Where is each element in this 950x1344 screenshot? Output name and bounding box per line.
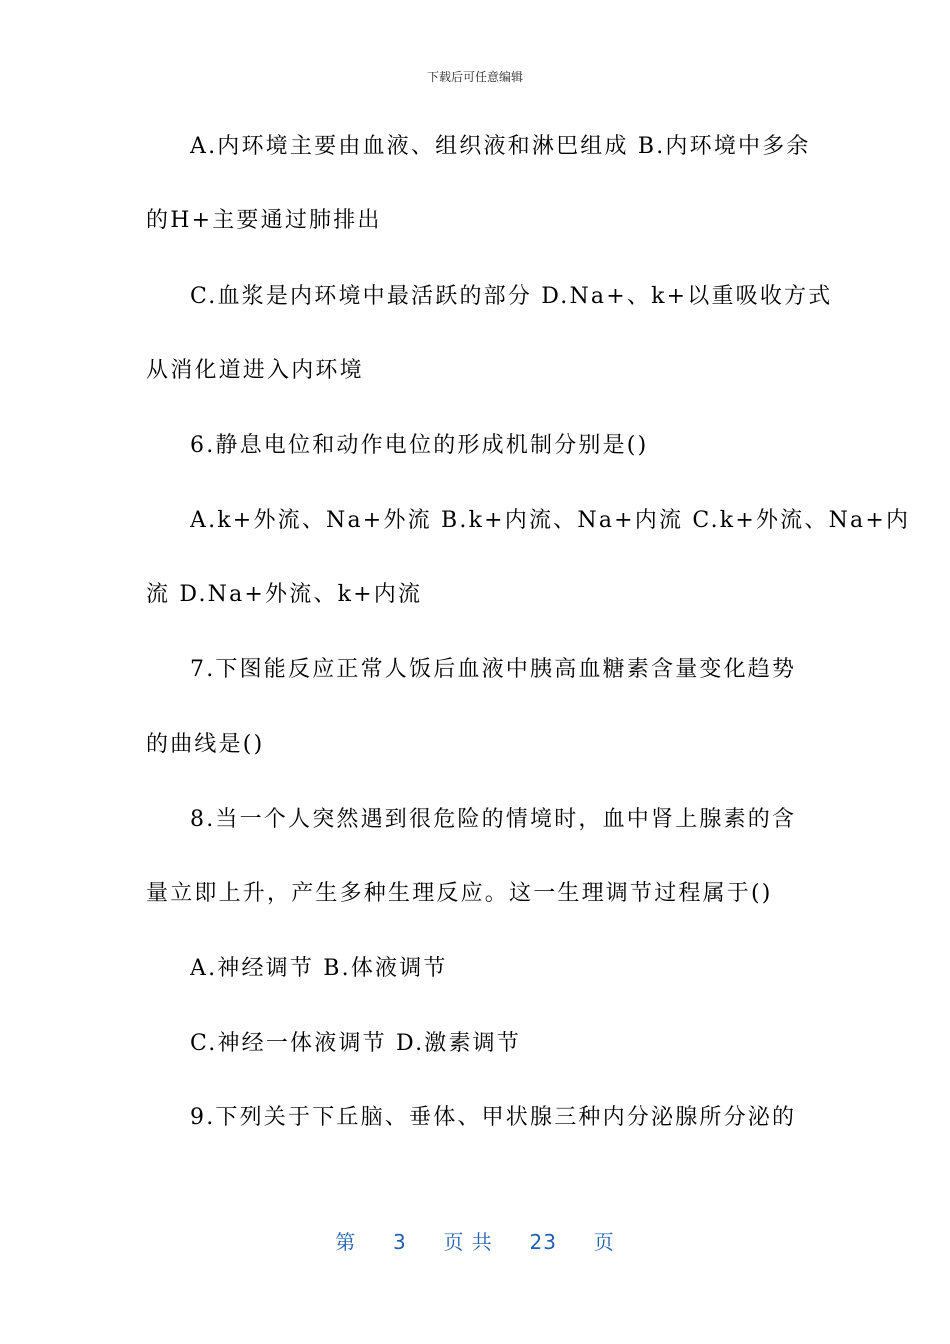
footer-prefix: 第 <box>335 1230 357 1254</box>
page-header-note: 下载后可任意编辑 <box>426 70 523 84</box>
question-6-options-line-1: A.k+外流、Na+外流 B.k+内流、Na+内流 C.k+外流、Na+内 <box>190 508 911 533</box>
text-line-1: A.内环境主要由血液、组织液和淋巴组成 B.内环境中多余 <box>190 134 811 159</box>
footer-total-pages: 23 <box>529 1230 557 1254</box>
page-footer <box>0 1226 950 1255</box>
question-8-line-2: 量立即上升，产生多种生理反应。这一生理调节过程属于() <box>146 881 773 906</box>
footer-page-number: 3 <box>393 1230 407 1254</box>
question-6-options-line-2: 流 D.Na+外流、k+内流 <box>146 582 423 607</box>
question-8-options-line-1: A.神经调节 B.体液调节 <box>190 956 448 981</box>
question-7-line-1: 7.下图能反应正常人饭后血液中胰高血糖素含量变化趋势 <box>190 657 797 682</box>
text-line-2: 的H+主要通过肺排出 <box>146 208 382 233</box>
question-6: 6.静息电位和动作电位的形成机制分别是() <box>190 433 649 458</box>
text-line-4: 从消化道进入内环境 <box>146 358 364 383</box>
question-8-line-1: 8.当一个人突然遇到很危险的情境时，血中肾上腺素的含 <box>190 807 797 832</box>
footer-suffix: 页 <box>593 1230 615 1254</box>
question-7-line-2: 的曲线是() <box>146 732 265 757</box>
text-line-3: C.血浆是内环境中最活跃的部分 D.Na+、k+以重吸收方式 <box>190 284 833 309</box>
question-9-line-1: 9.下列关于下丘脑、垂体、甲状腺三种内分泌腺所分泌的 <box>190 1105 797 1130</box>
footer-middle: 页 共 <box>443 1230 493 1254</box>
question-8-options-line-2: C.神经一体液调节 D.激素调节 <box>190 1031 522 1056</box>
